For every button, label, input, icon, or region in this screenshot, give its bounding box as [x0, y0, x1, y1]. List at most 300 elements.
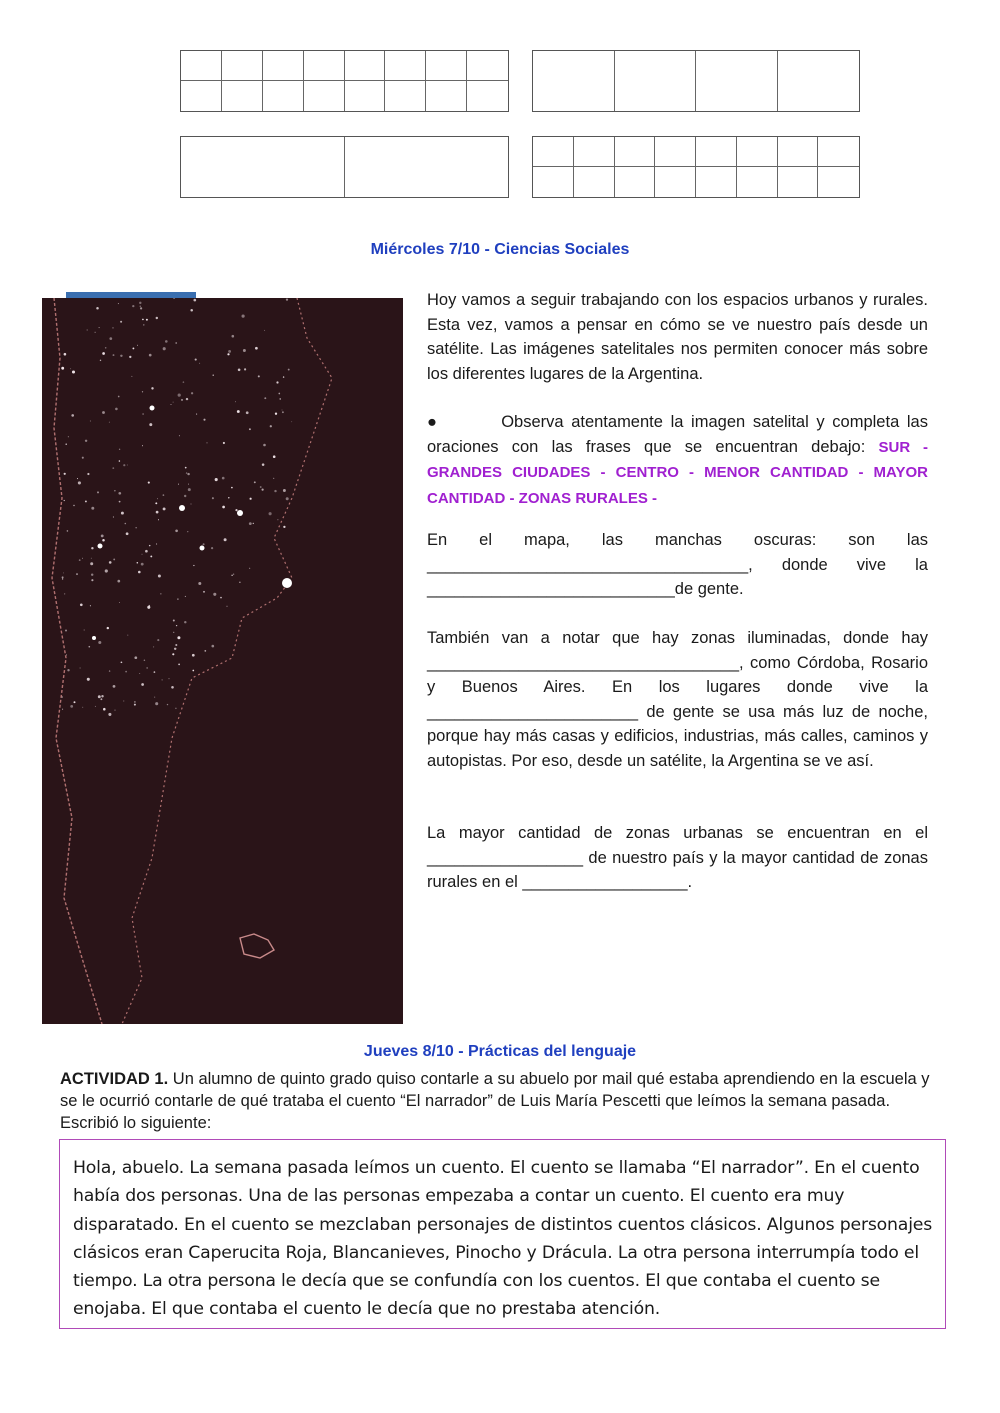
city-light	[177, 598, 178, 599]
city-light	[173, 620, 175, 622]
city-light	[173, 632, 174, 633]
city-light	[107, 627, 109, 629]
city-light	[61, 696, 63, 698]
major-city-light	[282, 578, 292, 588]
city-light	[142, 554, 143, 555]
city-light	[192, 654, 195, 657]
activity-1	[60, 1068, 950, 1134]
city-light	[263, 444, 266, 447]
city-light	[102, 352, 105, 355]
city-light	[175, 708, 176, 709]
city-light	[137, 562, 139, 564]
grid-cell	[345, 81, 386, 111]
city-light	[178, 664, 180, 666]
city-light	[90, 605, 91, 606]
city-light	[142, 319, 144, 321]
city-light	[62, 578, 63, 579]
city-light	[112, 327, 113, 328]
city-light	[103, 708, 106, 711]
grid-cell	[655, 167, 696, 197]
city-light	[138, 571, 141, 574]
grid-cell	[615, 51, 697, 111]
city-light	[145, 550, 148, 553]
city-light	[64, 473, 66, 475]
city-light	[184, 495, 186, 497]
city-light	[233, 574, 234, 575]
grid-cell	[615, 137, 656, 167]
city-light	[120, 321, 122, 323]
city-light	[144, 659, 146, 661]
city-light	[142, 391, 143, 392]
city-light	[244, 368, 246, 370]
major-city-light	[98, 544, 103, 549]
city-light	[72, 370, 75, 373]
city-light	[231, 487, 233, 489]
city-light	[204, 650, 206, 652]
grid-cell	[533, 167, 574, 197]
city-light	[183, 381, 185, 383]
grid-cell	[737, 137, 778, 167]
city-light	[255, 347, 258, 350]
answer-grid-4	[532, 136, 860, 198]
grid-cell	[615, 167, 656, 197]
city-light	[64, 353, 67, 356]
city-light	[119, 501, 121, 503]
city-light	[64, 593, 65, 594]
city-light	[237, 410, 240, 413]
city-light	[134, 656, 137, 659]
paragraph-lit-zones: También van a notar que hay zonas iluminadas, donde hay __________________________________, como Córdoba, Rosario y Buenos Aires. En los lugares donde vive la _______________________ de gente se usa más luz de noche, porque hay más casas y edificios, industrias, más calles, caminos y autopistas. Por eso, desde un satélite, la Argentina se ve así.	[427, 629, 928, 770]
city-light	[243, 349, 246, 352]
city-light	[109, 337, 112, 340]
city-light	[212, 497, 214, 499]
section-title-ciencias-sociales: Miércoles 7/10 - Ciencias Sociales	[370, 241, 630, 258]
city-light	[132, 305, 134, 307]
grid-cell	[222, 51, 263, 81]
city-light	[170, 404, 171, 405]
city-light	[140, 306, 141, 307]
grid-cell	[385, 51, 426, 81]
city-light	[68, 436, 69, 437]
city-light	[223, 442, 225, 444]
city-light	[101, 534, 104, 537]
city-light	[288, 369, 290, 371]
city-light	[90, 562, 93, 565]
city-light	[171, 686, 174, 689]
city-light	[250, 498, 252, 500]
city-light	[115, 408, 118, 411]
city-light	[97, 491, 99, 493]
city-light	[126, 532, 129, 535]
city-light	[192, 670, 194, 672]
city-light	[156, 511, 159, 514]
grid-cell	[655, 137, 696, 167]
city-light	[119, 602, 120, 603]
map-background	[42, 298, 403, 1024]
city-light	[98, 695, 101, 698]
city-light	[137, 345, 138, 346]
city-light	[132, 347, 134, 349]
city-light	[157, 498, 158, 499]
city-light	[163, 494, 165, 496]
city-light	[185, 596, 186, 597]
grid-cell	[345, 137, 509, 197]
city-light	[73, 505, 74, 506]
city-light	[199, 363, 200, 364]
city-light	[242, 315, 245, 318]
city-light	[91, 558, 92, 559]
city-light	[109, 561, 112, 564]
city-light	[113, 685, 116, 688]
city-light	[67, 669, 69, 671]
city-light	[113, 516, 114, 517]
city-light	[147, 606, 150, 609]
city-light	[203, 543, 205, 545]
city-light	[134, 704, 136, 706]
city-light	[227, 353, 229, 355]
city-light	[249, 522, 252, 525]
city-light	[114, 490, 115, 491]
city-light	[99, 327, 100, 328]
city-light	[62, 576, 64, 578]
answer-grid-3	[180, 136, 509, 198]
city-light	[131, 376, 132, 377]
grid-cell	[181, 51, 222, 81]
city-light	[231, 575, 232, 576]
grid-cell	[533, 51, 615, 111]
city-light	[227, 606, 228, 607]
city-light	[139, 673, 140, 674]
city-light	[127, 635, 128, 636]
instruction-block	[427, 410, 928, 511]
grid-cell	[345, 51, 386, 81]
word-bank: SUR - GRANDES CIUDADES - CENTRO - MENOR CANTIDAD - MAYOR CANTIDAD - ZONAS RURALES -	[427, 438, 928, 507]
city-light	[142, 445, 143, 446]
city-light	[63, 572, 64, 573]
city-light	[254, 481, 256, 483]
city-light	[149, 545, 150, 546]
grid-cell	[818, 137, 859, 167]
city-light	[190, 503, 191, 504]
city-light	[109, 422, 110, 423]
city-light	[220, 597, 222, 599]
city-light	[82, 457, 84, 459]
city-light	[140, 307, 142, 309]
city-light	[175, 529, 178, 532]
city-light	[190, 309, 193, 312]
city-light	[211, 645, 214, 648]
city-light	[211, 547, 213, 549]
city-light	[186, 398, 188, 400]
city-light	[280, 398, 281, 399]
city-light	[274, 490, 276, 492]
city-light	[273, 455, 276, 458]
city-light	[198, 582, 201, 585]
city-light	[91, 547, 93, 549]
major-city-light	[150, 406, 155, 411]
city-light	[77, 478, 78, 479]
city-light	[235, 401, 236, 402]
city-light	[276, 381, 278, 383]
city-light	[102, 411, 105, 414]
city-light	[100, 360, 101, 361]
city-light	[178, 484, 179, 485]
city-light	[70, 368, 71, 369]
city-light	[79, 559, 81, 561]
city-light	[117, 580, 120, 583]
city-light	[262, 463, 265, 466]
grid-cell	[696, 51, 778, 111]
city-light	[109, 670, 110, 671]
instruction-text: Observa atentamente la imagen satelital y completa las oraciones con las frases que se encuentran debajo:	[427, 413, 928, 456]
city-light	[282, 410, 283, 411]
city-light	[91, 579, 93, 581]
city-light	[142, 413, 144, 415]
city-light	[121, 512, 124, 515]
grid-cell	[696, 137, 737, 167]
grid-cell	[263, 81, 304, 111]
city-light	[246, 411, 249, 414]
city-light	[203, 419, 205, 421]
city-light	[113, 354, 115, 356]
city-light	[113, 558, 115, 560]
grid-cell	[426, 81, 467, 111]
city-light	[215, 478, 218, 481]
city-light	[123, 701, 124, 702]
city-light	[206, 442, 207, 443]
city-light	[181, 399, 183, 401]
city-light	[195, 359, 197, 361]
city-light	[85, 440, 87, 442]
city-light	[155, 702, 158, 705]
letter-text: Hola, abuelo. La semana pasada leímos un cuento. El cuento se llamaba “El narrador”. En el cuento había dos personas. Una de las personas empezaba a contar un cuento. El cuento era muy disparatado. En el cuento se mezclaban personajes de distintos cuentos clásicos. Algunos personajes clásicos eran Caperucita Roja, Blancanieves, Pinocho y Drácula. La otra persona interrumpía todo el tiempo. La otra persona le decía que se confundía con los cuentos. El que contaba el cuento se enojaba. El que contaba el cuento le decía que no prestaba atención.	[73, 1158, 933, 1320]
major-city-light	[179, 505, 185, 511]
letter-box	[59, 1139, 946, 1329]
grid-cell	[574, 167, 615, 197]
grid-cell	[385, 81, 426, 111]
grid-cell	[467, 81, 508, 111]
city-light	[82, 558, 83, 559]
answer-grid-1	[180, 50, 509, 112]
city-light	[176, 625, 177, 626]
city-light	[187, 531, 188, 532]
activity-text: Un alumno de quinto grado quiso contarle a su abuelo por mail qué estaba aprendiendo en la escuela y se le ocurrió contarle de qué trataba el cuento “El narrador” de Luis María Pescetti que leímos la semana pasada. Escribió lo siguiente:	[60, 1070, 930, 1132]
city-light	[258, 375, 260, 377]
city-light	[121, 661, 123, 663]
city-light	[119, 460, 121, 462]
city-light	[100, 698, 102, 700]
city-light	[177, 636, 180, 639]
city-light	[87, 678, 90, 681]
city-light	[238, 368, 241, 371]
city-light	[184, 621, 186, 623]
bullet-icon: ●	[427, 413, 441, 431]
city-light	[129, 356, 131, 358]
city-light	[213, 375, 214, 376]
grid-cell	[574, 137, 615, 167]
city-light	[239, 582, 240, 583]
city-light	[80, 603, 83, 606]
grid-cell	[818, 167, 859, 197]
city-light	[283, 526, 285, 528]
city-light	[262, 489, 264, 491]
city-light	[264, 397, 266, 399]
major-city-light	[237, 510, 243, 516]
city-light	[112, 467, 114, 469]
city-light	[82, 707, 83, 708]
section-title-practicas-lenguaje: Jueves 8/10 - Prácticas del lenguaje	[363, 1043, 637, 1060]
city-light	[65, 630, 67, 632]
city-light	[228, 497, 229, 498]
grid-cell	[304, 51, 345, 81]
city-light	[193, 299, 196, 302]
city-light	[191, 392, 193, 394]
grid-cell	[696, 167, 737, 197]
city-light	[186, 472, 187, 473]
city-light	[174, 648, 176, 650]
city-light	[169, 678, 170, 679]
city-light	[125, 671, 127, 673]
city-light	[101, 695, 103, 697]
city-light	[158, 575, 161, 578]
city-light	[87, 473, 89, 475]
city-light	[151, 387, 153, 389]
city-light	[146, 319, 148, 321]
city-light	[253, 523, 254, 524]
city-light	[175, 342, 177, 344]
city-light	[154, 671, 156, 673]
city-light	[286, 298, 288, 300]
city-light	[286, 497, 289, 500]
grid-cell	[778, 167, 819, 197]
city-light	[87, 329, 88, 330]
city-light	[222, 506, 225, 509]
city-light	[179, 435, 180, 436]
city-light	[141, 683, 144, 686]
city-light	[127, 465, 128, 466]
city-light	[167, 704, 168, 705]
city-light	[71, 414, 74, 417]
city-light	[196, 414, 197, 415]
city-light	[91, 507, 94, 510]
city-light	[235, 509, 237, 511]
city-light	[157, 639, 159, 641]
city-light	[163, 347, 166, 350]
major-city-light	[92, 636, 96, 640]
paragraph-urban-rural: La mayor cantidad de zonas urbanas se encuentran en el _________________ de nuestro país y la mayor cantidad de zonas rurales en el __________________.	[427, 824, 928, 891]
city-light	[64, 500, 65, 501]
city-light	[165, 340, 168, 343]
grid-cell	[222, 81, 263, 111]
city-light	[120, 355, 122, 357]
city-light	[84, 629, 85, 630]
city-light	[78, 481, 81, 484]
city-light	[185, 467, 187, 469]
city-light	[119, 449, 120, 450]
city-light	[124, 523, 126, 525]
city-light	[260, 486, 262, 488]
city-light	[188, 484, 189, 485]
city-light	[147, 667, 148, 668]
answer-grid-2	[532, 50, 860, 112]
city-light	[232, 335, 235, 338]
city-light	[74, 701, 76, 703]
city-light	[80, 667, 81, 668]
city-light	[141, 563, 144, 566]
city-light	[172, 653, 174, 655]
city-light	[224, 538, 227, 541]
city-light	[277, 519, 278, 520]
city-light	[150, 555, 152, 557]
grid-cell	[533, 137, 574, 167]
city-light	[115, 710, 116, 711]
city-light	[118, 396, 120, 398]
city-light	[155, 502, 157, 504]
city-light	[123, 464, 125, 466]
city-light	[228, 350, 231, 353]
city-light	[275, 413, 277, 415]
city-light	[163, 507, 166, 510]
city-light	[149, 423, 152, 426]
city-light	[154, 697, 155, 698]
city-light	[203, 591, 205, 593]
city-light	[70, 705, 73, 708]
city-light	[264, 330, 265, 331]
city-light	[188, 488, 191, 491]
city-light	[273, 478, 274, 479]
grid-cell	[778, 51, 860, 111]
city-light	[291, 421, 292, 422]
city-light	[283, 489, 286, 492]
intro-paragraph: Hoy vamos a seguir trabajando con los espacios urbanos y rurales. Esta vez, vamos a pensar en cómo se ve nuestro país desde un satélite. Las imágenes satelitales nos permiten conocer más sobre los diferentes lugares de la Argentina.	[427, 291, 928, 383]
city-light	[178, 394, 181, 397]
activity-label: ACTIVIDAD 1.	[60, 1070, 169, 1088]
grid-cell	[181, 81, 222, 111]
city-light	[98, 641, 101, 644]
city-light	[61, 367, 64, 370]
city-light	[283, 376, 284, 377]
city-light	[153, 646, 154, 647]
city-light	[136, 527, 137, 528]
city-light	[148, 482, 150, 484]
city-light	[88, 646, 90, 648]
city-light	[143, 324, 144, 325]
city-light	[249, 568, 250, 569]
city-light	[282, 411, 284, 413]
city-light	[105, 569, 108, 572]
grid-cell	[181, 137, 345, 197]
city-light	[105, 347, 107, 349]
grid-cell	[426, 51, 467, 81]
city-light	[160, 593, 161, 594]
city-light	[95, 332, 96, 333]
major-city-light	[200, 546, 205, 551]
city-light	[67, 530, 69, 532]
city-light	[156, 317, 158, 319]
city-light	[76, 573, 78, 575]
city-light	[118, 492, 121, 495]
grid-cell	[467, 51, 508, 81]
city-light	[187, 473, 189, 475]
city-light	[149, 354, 152, 357]
city-light	[249, 428, 251, 430]
city-light	[213, 593, 216, 596]
city-light	[90, 420, 91, 421]
city-light	[175, 644, 177, 646]
city-light	[270, 425, 272, 427]
city-light	[156, 543, 157, 544]
city-light	[193, 565, 194, 566]
